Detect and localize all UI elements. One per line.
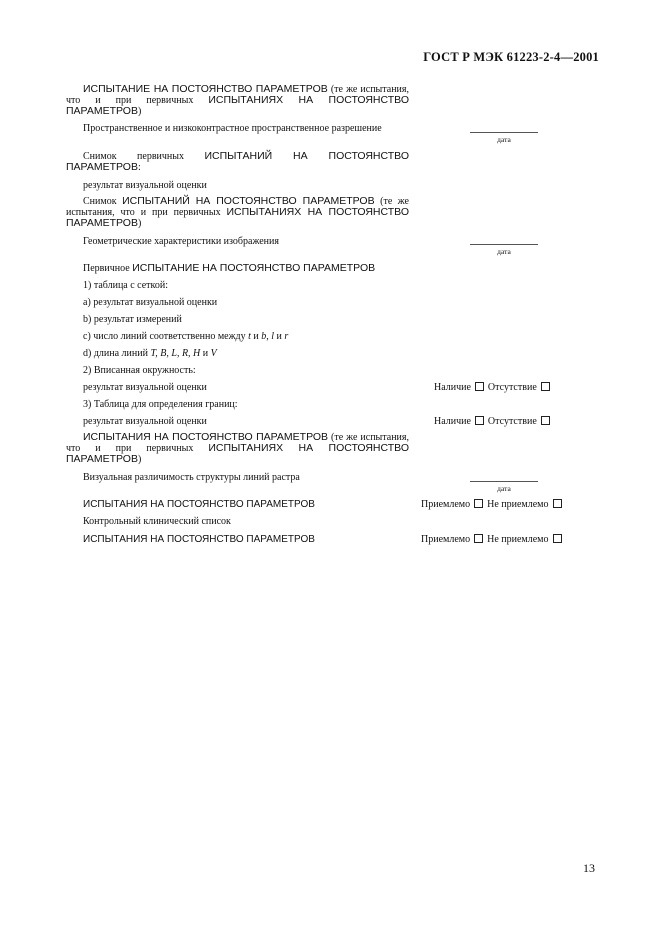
date-field-3: дата: [470, 481, 538, 493]
retest-result-1: ИСПЫТАНИЯ НА ПОСТОЯНСТВО ПАРАМЕТРОВ: [83, 499, 315, 510]
checkbox-absent-1[interactable]: [541, 382, 550, 391]
geometric-characteristics: Геометрические характеристики изображения: [83, 236, 279, 247]
checkbox-not-acceptable-2[interactable]: [553, 534, 562, 543]
acceptance-check-2: Приемлемо Не приемлемо: [421, 534, 566, 545]
paragraph-retest-image: Снимок ИСПЫТАНИЙ НА ПОСТОЯНСТВО ПАРАМЕТРОВ (те же испытания, что и при первичных ИСПЫТАНИЯХ НА ПОСТОЯНСТВО ПАРАМЕТРОВ): [66, 195, 409, 229]
date-field-1: дата: [470, 132, 538, 144]
document-header: ГОСТ Р МЭК 61223-2-4—2001: [423, 50, 599, 64]
page-number: 13: [583, 861, 595, 875]
presence-check-2: Наличие Отсутствие: [434, 416, 554, 427]
list-item-d: d) длина линий T, B, L, R, H и V: [83, 348, 217, 359]
list-item-grid-table: 1) таблица с сеткой:: [83, 280, 169, 291]
visual-result-2: результат визуальной оценки: [83, 382, 207, 393]
paragraph-retest-2: ИСПЫТАНИЯ НА ПОСТОЯНСТВО ПАРАМЕТРОВ (те же испытания, что и при первичных ИСПЫТАНИЯХ НА ПОСТОЯНСТВО ПАРАМЕТРОВ): [66, 431, 409, 465]
visual-result-1: результат визуальной оценки: [83, 180, 207, 191]
checkbox-not-acceptable-1[interactable]: [553, 499, 562, 508]
checkbox-present-1[interactable]: [475, 382, 484, 391]
list-item-a: a) результат визуальной оценки: [83, 297, 218, 308]
acceptance-check-1: Приемлемо Не приемлемо: [421, 499, 566, 510]
paragraph-retest-1: ИСПЫТАНИЕ НА ПОСТОЯНСТВО ПАРАМЕТРОВ (те же испытания, что и при первичных ИСПЫТАНИЯХ НА ПОСТОЯНСТВО ПАРАМЕТРОВ): [66, 83, 410, 117]
presence-check-1: Наличие Отсутствие: [434, 382, 554, 393]
list-item-b: b) результат измерений: [83, 314, 182, 325]
retest-result-2: ИСПЫТАНИЯ НА ПОСТОЯНСТВО ПАРАМЕТРОВ: [83, 534, 315, 545]
date-field-2: дата: [470, 244, 538, 256]
baseline-test-title: Первичное ИСПЫТАНИЕ НА ПОСТОЯНСТВО ПАРАМЕТРОВ: [83, 262, 376, 274]
checkbox-acceptable-1[interactable]: [474, 499, 483, 508]
visual-result-3: результат визуальной оценки: [83, 416, 207, 427]
list-item-c: c) число линий соответственно между t и b, l и r: [83, 331, 289, 342]
list-item-edges: 3) Таблица для определения границ:: [83, 399, 238, 410]
paragraph-baseline-image: Снимок первичных ИСПЫТАНИЙ НА ПОСТОЯНСТВО ПАРАМЕТРОВ:: [66, 150, 409, 173]
paragraph-spatial-resolution: Пространственное и низкоконтрастное пространственное разрешение: [83, 123, 382, 134]
checkbox-absent-2[interactable]: [541, 416, 550, 425]
list-item-circle: 2) Вписанная окружность:: [83, 365, 196, 376]
clinical-checklist: Контрольный клинический список: [83, 516, 231, 527]
checkbox-acceptable-2[interactable]: [474, 534, 483, 543]
grid-line-visibility: Визуальная различимость структуры линий растра: [83, 472, 300, 483]
checkbox-present-2[interactable]: [475, 416, 484, 425]
